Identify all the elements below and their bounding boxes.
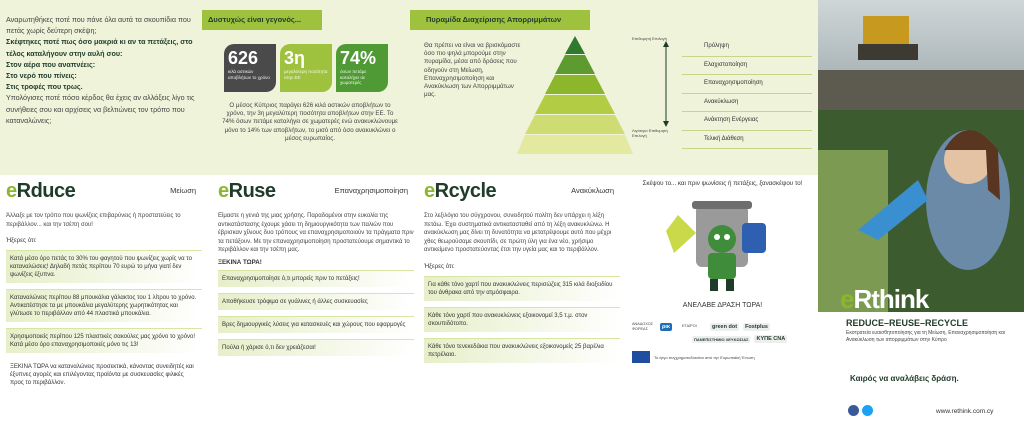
recycle-column: [424, 180, 620, 437]
reuse-column: [218, 180, 414, 437]
pyramid-graphic: [515, 32, 635, 162]
sponsor-logo: green dot: [712, 323, 738, 330]
reuse-tip: Βρες δημιουργικές λύσεις για κατασκευές και χώρους που εφαρμογές: [218, 316, 414, 333]
pyramid-text: Θα πρέπει να είναι να βρισκόμαστε όσο πιο ψηλά μπορούμε στην πυραμίδα, μέσα από δράσεις που οδηγούν στη Μείωση, Επαναχρησιμοποίηση και Ανακύκλωση των Απορριμμάτων μας.: [424, 42, 521, 99]
mascot-recycle-characters: [630, 193, 815, 293]
top-band: [0, 0, 820, 175]
cover-photo: [818, 0, 1024, 312]
pyramid-level-shape: [565, 36, 585, 54]
pyramid-level: Πρόληψη: [682, 38, 812, 57]
sponsor-label: ΑΝΑΔΟΧΟΣ ΦΟΡΕΑΣ: [632, 322, 654, 331]
reuse-intro: Είμαστε η γενιά της μιας χρήσης. Παραδομένοι στην ευκολία της αντικατάστασης έχουμε χάσει τη δημιουργικότητα των παλιών που έβρισκαν χίλιους δυο τρόπους να επαναχρησιμοποιούν τα πράγματα πριν τα πετάξουν. Με την επαναχρησιμοποίηση προστατεύουμε σημαντικά το περιβάλλον και την τσέπη μας.: [218, 213, 414, 253]
fact-text: μεγαλύτερη ποσότητα στην ΕΕ: [284, 69, 328, 80]
sponsors: [632, 322, 814, 367]
reuse-logo: eRuse: [218, 180, 276, 202]
pyramid-level: Ανάκτηση Ενέργειας: [682, 112, 812, 131]
recycle-did-you-know: Ήξερες ότι:: [424, 262, 455, 270]
reduce-did-you-know: Ήξερες ότι:: [6, 237, 37, 244]
reduce-name: Μείωση: [170, 186, 196, 195]
fact-box: [224, 44, 276, 92]
recycle-intro: Στο λεξιλόγιο του σύγχρονου, συνειδητού πολίτη δεν υπάρχει η λέξη πετάω. Έχει συστηματικά αντικατασταθεί από τη λέξη ανακυκλώνω. Η ανακύκλωση μας δίνει τη δυνατότητα να μετατρέψουμε αυτό που μέχρι χθες θεωρούσαμε σκουπίδι, σε πρώτη ύλη για ένα νέο, χρήσιμο αντικείμενο προστατεύοντας έτσι την υγεία μας και το περιβάλλον.: [424, 213, 612, 253]
cover-panel: [818, 0, 1024, 437]
sponsor-logo: Fostplus: [745, 323, 768, 330]
reuse-tip: Πούλα ή χάρισε ό,τι δεν χρειάζεσαι!: [218, 339, 414, 356]
pyramid-level-shape: [555, 55, 595, 74]
fact-number: 3η: [284, 48, 306, 68]
pyramid-levels: [682, 38, 812, 149]
reuse-tip: Αποθήκευσε τρόφιμα σε γυάλινες ή άλλες συσκευασίες: [218, 293, 414, 310]
recycle-logo: eRcycle: [424, 180, 497, 202]
intro-line: Σκέφτηκες ποτέ πως όσο μακριά κι αν τα πετάξεις, στο τέλος καταλήγουν στην αυλή σου:: [6, 37, 193, 58]
fact-number: 626: [228, 48, 259, 68]
pyramid-level-shape: [517, 135, 633, 154]
facts-section: [202, 10, 402, 170]
intro-line: Αναρωτηθήκες ποτέ που πάνε όλα αυτά τα σκουπίδια που πετάς χωρίς δεύτερη σκέψη;: [6, 15, 191, 36]
reduce-tip: Χρησιμοποιείς περίπου 125 πλαστικές σακούλες μας χρόνο το χρόνο! Κατά μέσο όρο επαναχρησιμοποιείς μόνο τις 13!: [6, 328, 202, 353]
sponsor-footer: Το έργο συγχρηματοδοτείται από την Ευρωπαϊκή Ένωση: [654, 354, 755, 360]
axis-bottom-label: Λιγότερο Επιθυμητή Επιλογή: [632, 128, 668, 138]
facts-paragraph: Ο μέσος Κύπριος παράγει 626 κιλά αστικών αποβλήτων το χρόνο, την 3η μεγαλύτερη ποσότητα αποβλήτων στην ΕΕ. Το 74% όσων πετάμε καταλήγει σε χωματερές ενώ ανακυκλώνουμε μόνο το 14% των αποβλήτων, το μισό από όσο ανακυκλώνει ο μέσος ευρωπαίος.: [222, 102, 398, 142]
recycle-tip: Κάθε τόνο χαρτί που ανακυκλώνεις εξοικονομεί 3,5 τ.μ. στον σκουπιδότοπο.: [424, 307, 620, 332]
intro-line: Υπολόγισες ποτέ πόσο κέρδος θα έχεις αν αλλάξεις λίγο τις συνήθειες σου και αρχίσεις να βελτιώνεις τον τρόπο που καταναλώνεις;: [6, 93, 195, 125]
reduce-logo: eRduce: [6, 180, 76, 202]
intro-line: Στις τροφές που τρως.: [6, 82, 83, 92]
pyramid-level: Επαναχρησιμοποίηση: [682, 75, 812, 94]
pyramid-section: [410, 10, 815, 160]
rethink-brand: eRthink: [840, 284, 929, 314]
recycle-tip: Κάθε τόνο τενεκεδάκια που ανακυκλώνεις εξοικονομείς 25 βαρέλια πετρέλαιο.: [424, 338, 620, 363]
double-arrow-icon: [662, 41, 670, 127]
reuse-tip: Επαναχρησιμοποίησε ό,τι μπορείς πριν το πετάξεις!: [218, 270, 414, 287]
sponsor-logo: ΚΥΠΕ CNA: [756, 336, 786, 342]
recycle-name: Ανακύκλωση: [571, 186, 614, 195]
pyramid-title: Πυραμίδα Διαχείρισης Απορριμμάτων: [410, 10, 590, 30]
sponsor-label: ΕΤΑΙΡΟΙ: [682, 324, 697, 329]
sponsor-logo: ρικ: [662, 323, 670, 330]
intro-line: Στο νερό που πίνεις:: [6, 71, 77, 81]
fact-box: [280, 44, 332, 92]
fact-box: [336, 44, 388, 92]
reduce-tip: Καταναλώνεις περίπου 88 μπουκάλια γάλακτος του 1 λίτρου το χρόνο. Αντικατέστησε τα με μπουκάλια μεγαλύτερης χωρητικότητας και γλύτωσε το περιβάλλον από 44 πλαστικά μπουκάλια.: [6, 289, 202, 322]
website-link[interactable]: www.rethink.com.cy: [936, 408, 994, 415]
facts-title: Δυστυχώς είναι γεγονός...: [202, 10, 322, 30]
pyramid-level-shape: [525, 115, 625, 134]
sponsor-logo: ΠΑΝΕΠΙΣΤΗΜΙΟ ΛΕΥΚΩΣΙΑΣ: [694, 336, 749, 342]
fact-text: όσων πετάμε καταλήγει σε χωματερές: [340, 69, 367, 85]
axis-top-label: Επιθυμητή Επιλογή: [632, 36, 667, 41]
pyramid-axis: [632, 36, 672, 138]
reuse-name: Επαναχρησιμοποίηση: [334, 186, 408, 195]
intro-line: Στον αέρα που αναπνέεις:: [6, 59, 96, 69]
reuse-actions-title: ΞΕΚΙΝΑ ΤΩΡΑ!: [218, 258, 262, 266]
intro-questions: [6, 14, 198, 126]
call-to-action: Καιρός να αναλάβεις δράση.: [850, 374, 959, 383]
pyramid-level-shape: [535, 95, 615, 114]
reduce-tip: Κατά μέσο όρο πετάς το 30% του φαγητού που ψωνίζεις χωρίς να το καταναλώσεις! Δηλαδή πετάς περίπου 70 ευρώ το μήνα γιατί δεν ψωνίζεις έξυπνα.: [6, 250, 202, 283]
fact-number: 74%: [340, 48, 377, 68]
mascot-column: [630, 180, 815, 437]
twitter-icon[interactable]: [862, 405, 873, 416]
pyramid-level: Ανακύκλωση: [682, 94, 812, 113]
pyramid-level: Ελαχιστοποίηση: [682, 57, 812, 76]
recycle-tip: Για κάθε τόνο χαρτί που ανακυκλώνεις περισώζεις 315 κιλά διοξειδίου του άνθρακα από την ατμόσφαιρα.: [424, 276, 620, 301]
fact-text: κιλά αστικών αποβλήτων το χρόνο: [228, 69, 270, 80]
mascot-action: ΑΝΕΛΑΒΕ ΔΡΑΣΗ ΤΩΡΑ!: [682, 301, 763, 309]
reduce-actions: ΞΕΚΙΝΑ ΤΩΡΑ να καταναλώνεις προσεκτικά, κάνοντας συνειδητές και έξυπνες αγορές και επιλέγοντας προϊόντα με συσκευασίες φιλικές προς το περιβάλλον.: [10, 364, 194, 386]
reduce-column: [6, 180, 202, 437]
facebook-icon[interactable]: [848, 405, 859, 416]
rrr-slogan: REDUCE–REUSE–RECYCLE: [846, 318, 969, 328]
reduce-intro: Άλλαξε με τον τρόπο που ψωνίζεις επιβαρύνεις ή προστατεύεις το περιβάλλον... και την τσέπη σου!: [6, 213, 181, 228]
eu-flag-icon: [632, 351, 650, 363]
pyramid-level-shape: [545, 75, 605, 94]
social-icons: [848, 405, 873, 416]
mascot-question: Σκέψου το... και πριν ψωνίσεις ή πετάξεις, ξανασκέψου το!: [642, 180, 803, 187]
pyramid-level: Τελική Διάθεση: [682, 131, 812, 150]
campaign-subtitle: Εκστρατεία ευαισθητοποίησης για τη Μείωση, Επαναχρησιμοποίηση και Ανακύκλωση των απορριμμάτων στην Κύπρο: [846, 330, 1005, 343]
